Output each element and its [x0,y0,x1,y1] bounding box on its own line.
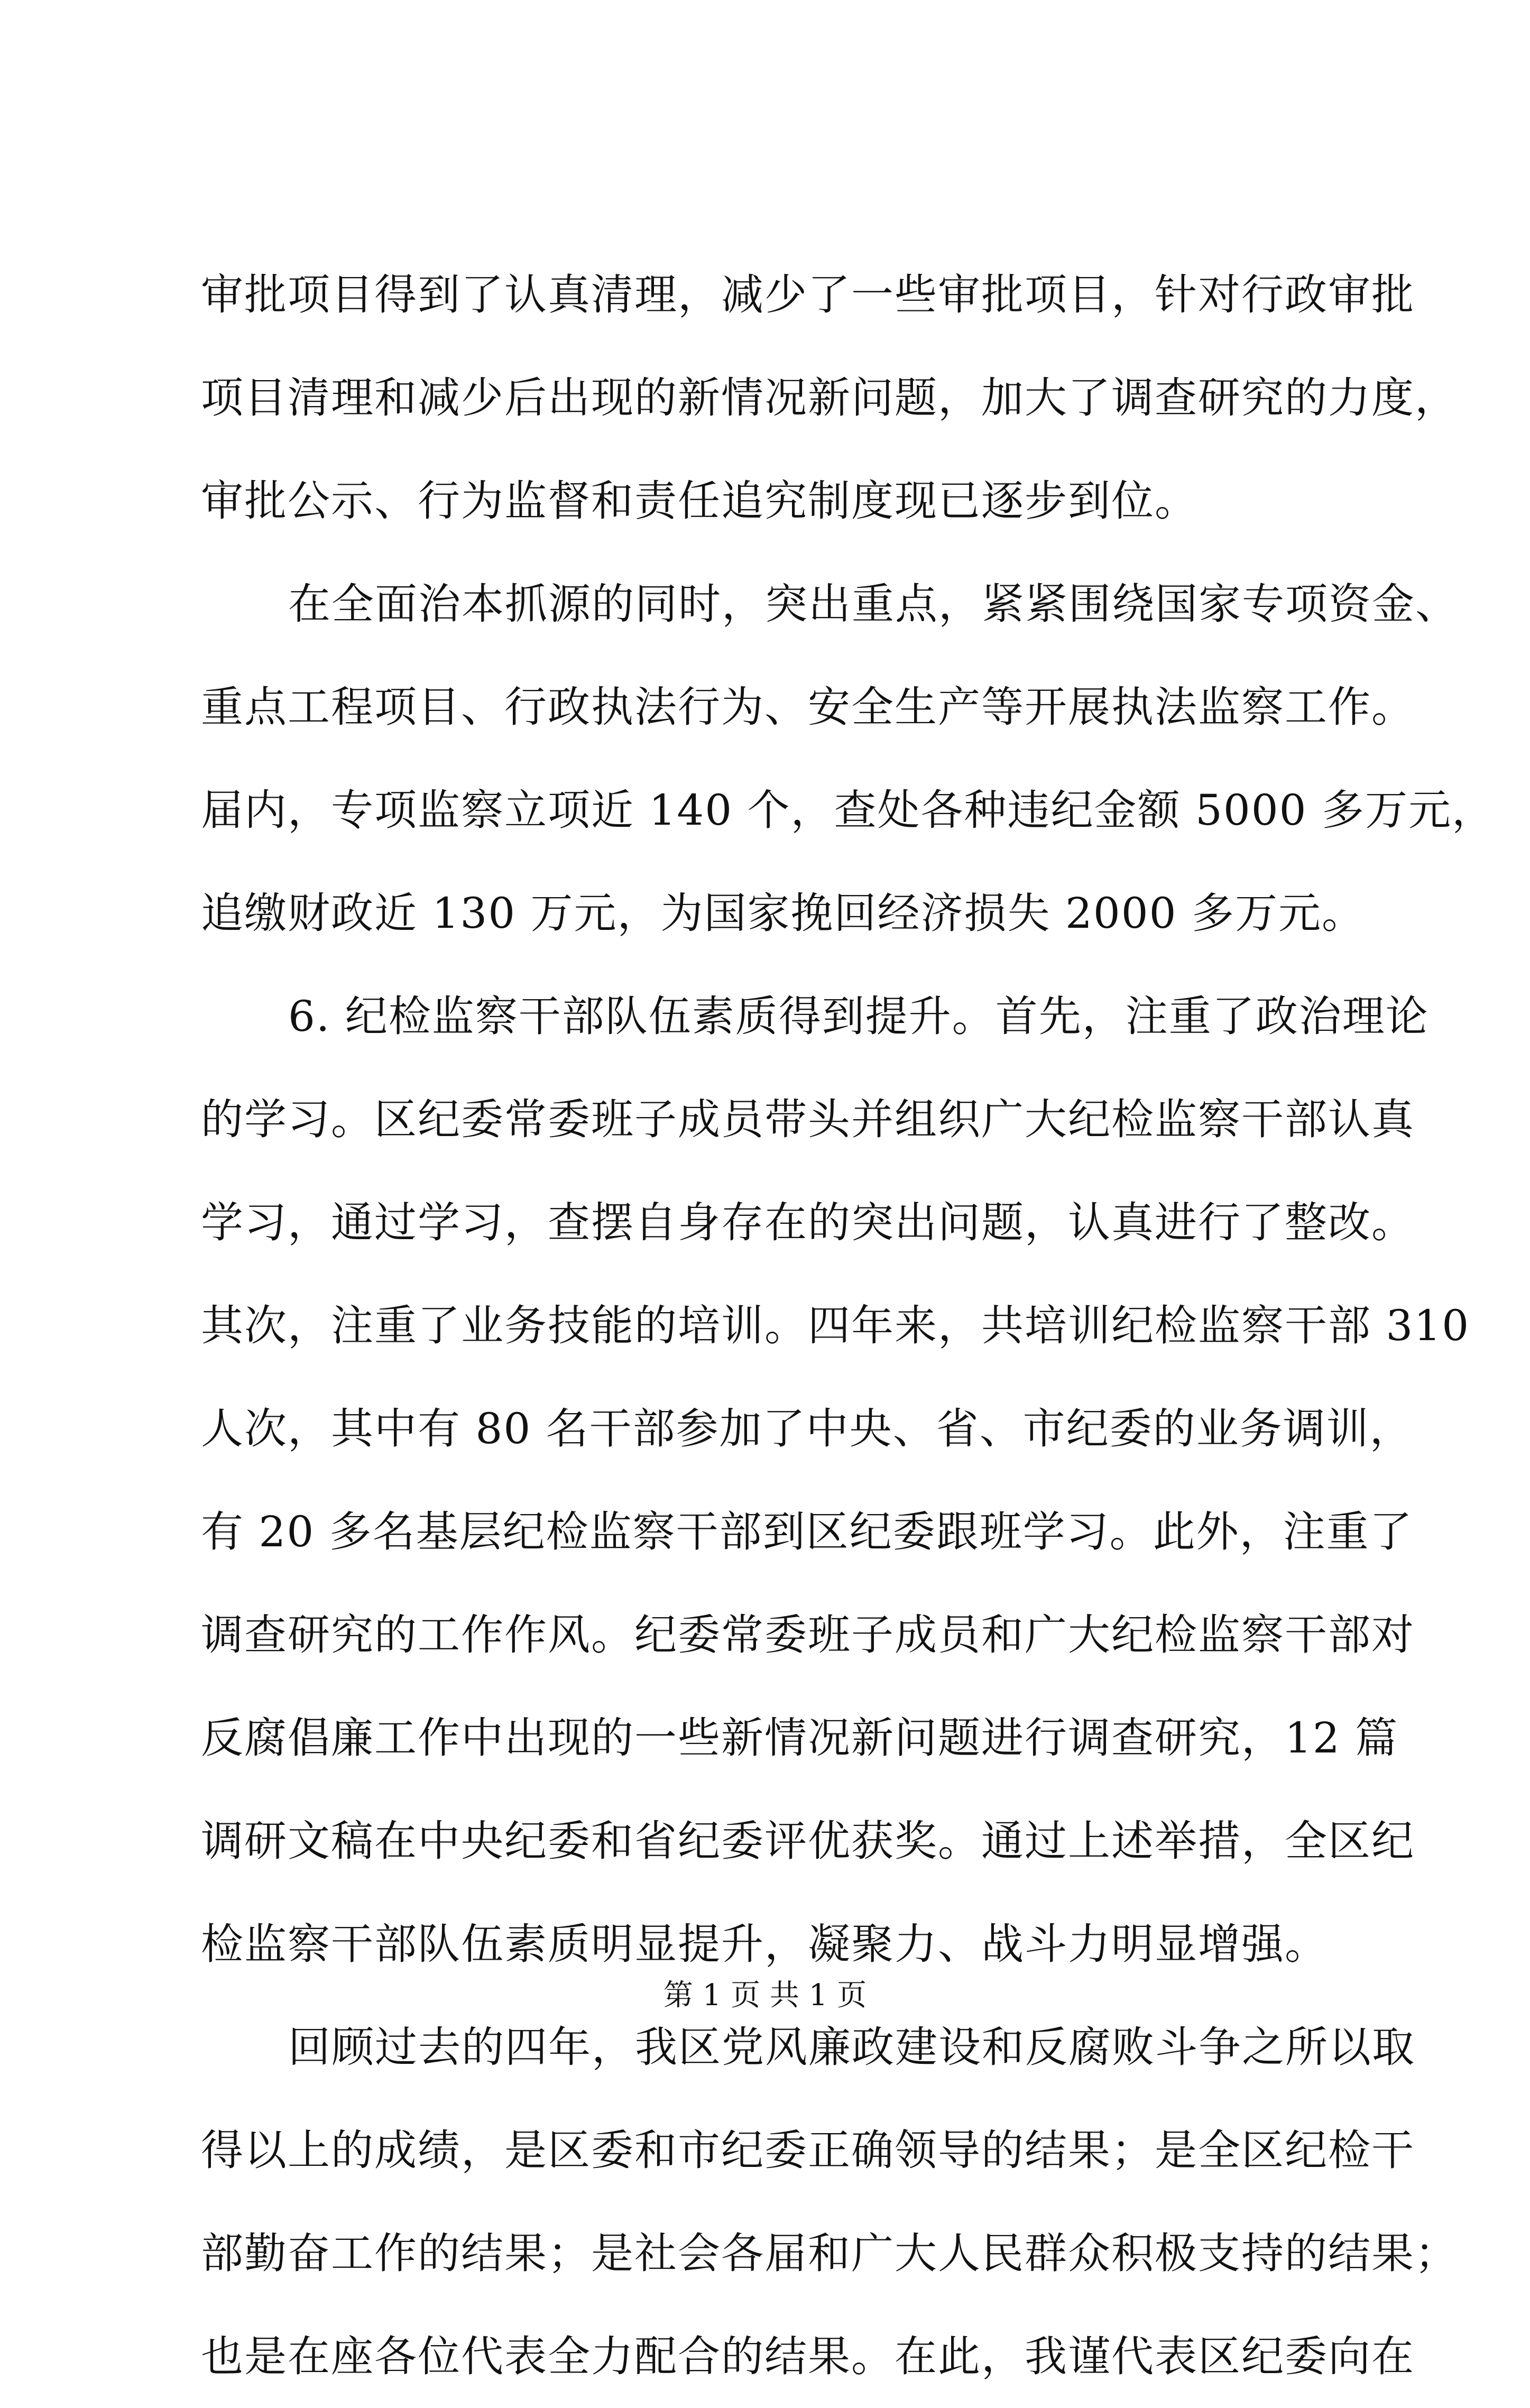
text-line: 调研文稿在中央纪委和省纪委评优获奖。通过上述举措，全区纪 [201,1816,1415,1866]
text-line: 有 20 多名基层纪检监察干部到区纪委跟班学习。此外，注重了 [201,1507,1413,1556]
text-line: 反腐倡廉工作中出现的一些新情况新问题进行调查研究，12 篇 [201,1713,1399,1763]
paragraph-first-line: 在全面治本抓源的同时，突出重点，紧紧围绕国家专项资金、 [288,579,1459,629]
text-line: 人次，其中有 80 名干部参加了中央、省、市纪委的业务调训， [201,1404,1413,1453]
text-line: 学习，通过学习，查摆自身存在的突出问题，认真进行了整改。 [201,1198,1415,1247]
page-number: 第 1 页 共 1 页 [663,1978,867,2013]
text-line: 调查研究的工作作风。纪委常委班子成员和广大纪检监察干部对 [201,1610,1415,1659]
text-line: 项目清理和减少后出现的新情况新问题，加大了调查研究的力度， [201,373,1458,422]
text-line: 也是在座各位代表全力配合的结果。在此，我谨代表区纪委向在 [201,2332,1415,2381]
text-line: 的学习。区纪委常委班子成员带头并组织广大纪检监察干部认真 [201,1095,1415,1144]
text-line: 审批公示、行为监督和责任追究制度现已逐步到位。 [201,476,1198,525]
text-line: 届内，专项监察立项近 140 个，查处各种违纪金额 5000 多万元， [201,786,1496,835]
page-footer [0,1975,1530,2017]
text-line: 其次，注重了业务技能的培训。四年来，共培训纪检监察干部 310 [201,1301,1470,1350]
text-line: 得以上的成绩，是区委和市纪委正确领导的结果；是全区纪检干 [201,2126,1415,2175]
text-line: 重点工程项目、行政执法行为、安全生产等开展执法监察工作。 [201,682,1415,732]
text-line: 追缴财政近 130 万元，为国家挽回经济损失 2000 多万元。 [201,889,1366,938]
text-line: 部勤奋工作的结果；是社会各届和广大人民群众积极支持的结果； [201,2229,1458,2278]
text-line: 审批项目得到了认真清理，减少了一些审批项目，针对行政审批 [201,270,1415,319]
document-body [201,243,1496,2408]
paragraph-first-line: 回顾过去的四年，我区党风廉政建设和反腐败斗争之所以取 [288,2023,1415,2072]
paragraph-first-line: 6. 纪检监察干部队伍素质得到提升。首先，注重了政治理论 [288,992,1429,1041]
text-line: 检监察干部队伍素质明显提升，凝聚力、战斗力明显增强。 [201,1920,1328,1969]
